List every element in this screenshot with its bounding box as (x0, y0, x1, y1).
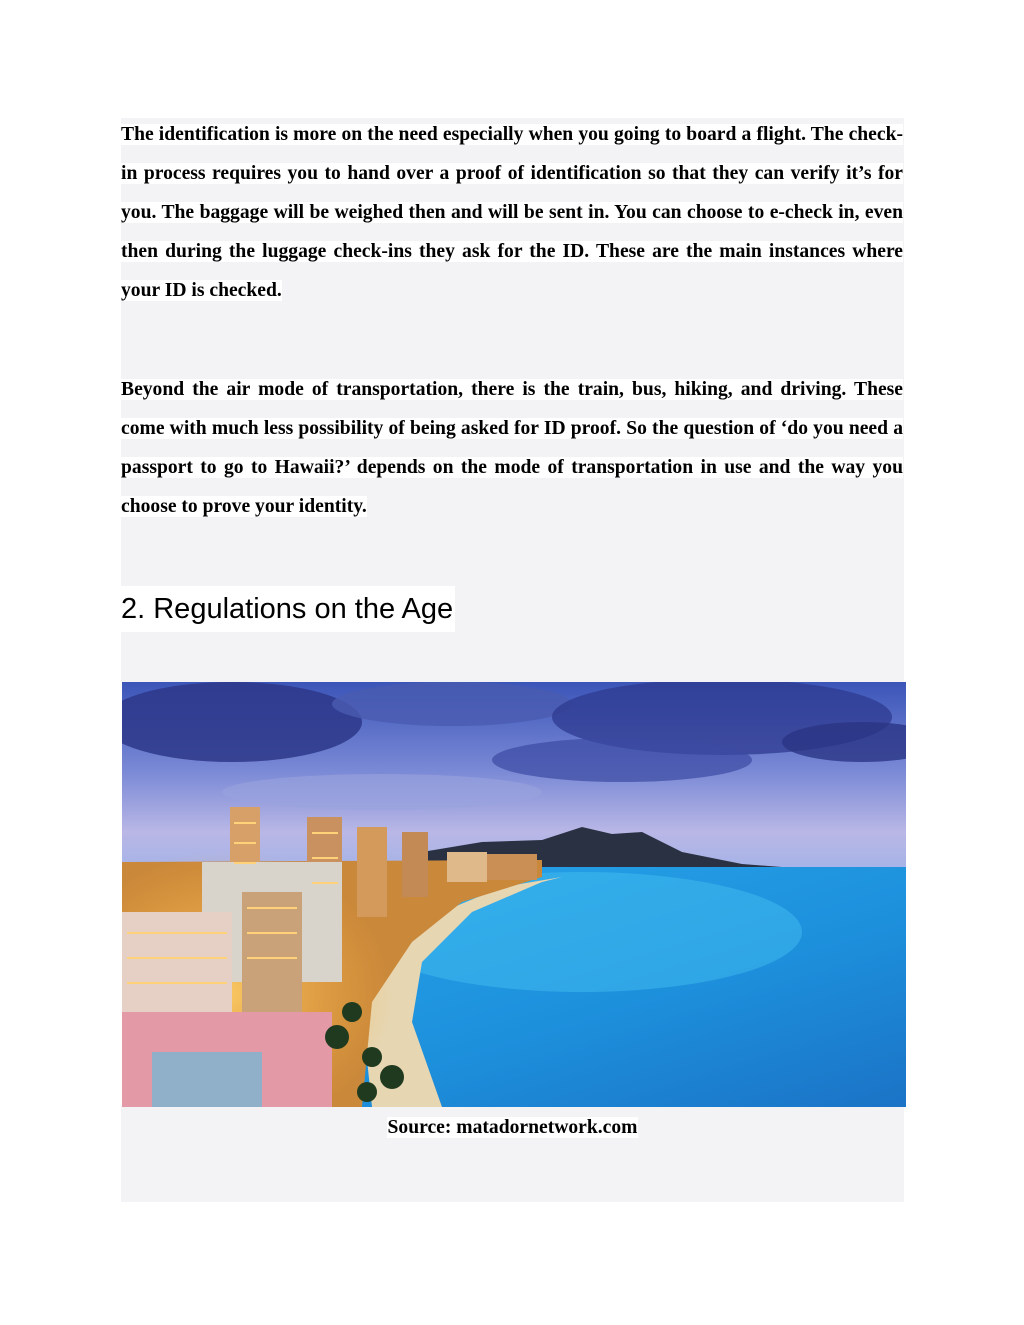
paragraph-transportation-text: Beyond the air mode of transportation, there is the train, bus, hiking, and driving. These come with much less possibility of being asked for ID proof. So the question of ‘do you need a passport to go to Hawaii?’ depends on the mode of transportation in use and the way you choose to prove your identity. (121, 379, 903, 517)
cloud (492, 738, 752, 782)
cloud (222, 774, 542, 810)
paragraph-identification (121, 115, 903, 310)
waikiki-photo (122, 682, 906, 1107)
image-caption-text: Source: matadornetwork.com (387, 1117, 638, 1138)
paragraph-transportation (121, 370, 903, 526)
paragraph-identification-text: The identification is more on the need especially when you going to board a flight. The check-in process requires you to hand over a proof of identification so that they can verify it’s for you. The baggage will be weighed then and will be sent in. You can choose to e-check in, even then during the luggage check-ins they ask for the ID. These are the main instances where your ID is checked. (121, 124, 903, 301)
image-caption (121, 1113, 904, 1143)
section-heading: 2. Regulations on the Age (121, 586, 455, 632)
cloud (332, 682, 572, 726)
